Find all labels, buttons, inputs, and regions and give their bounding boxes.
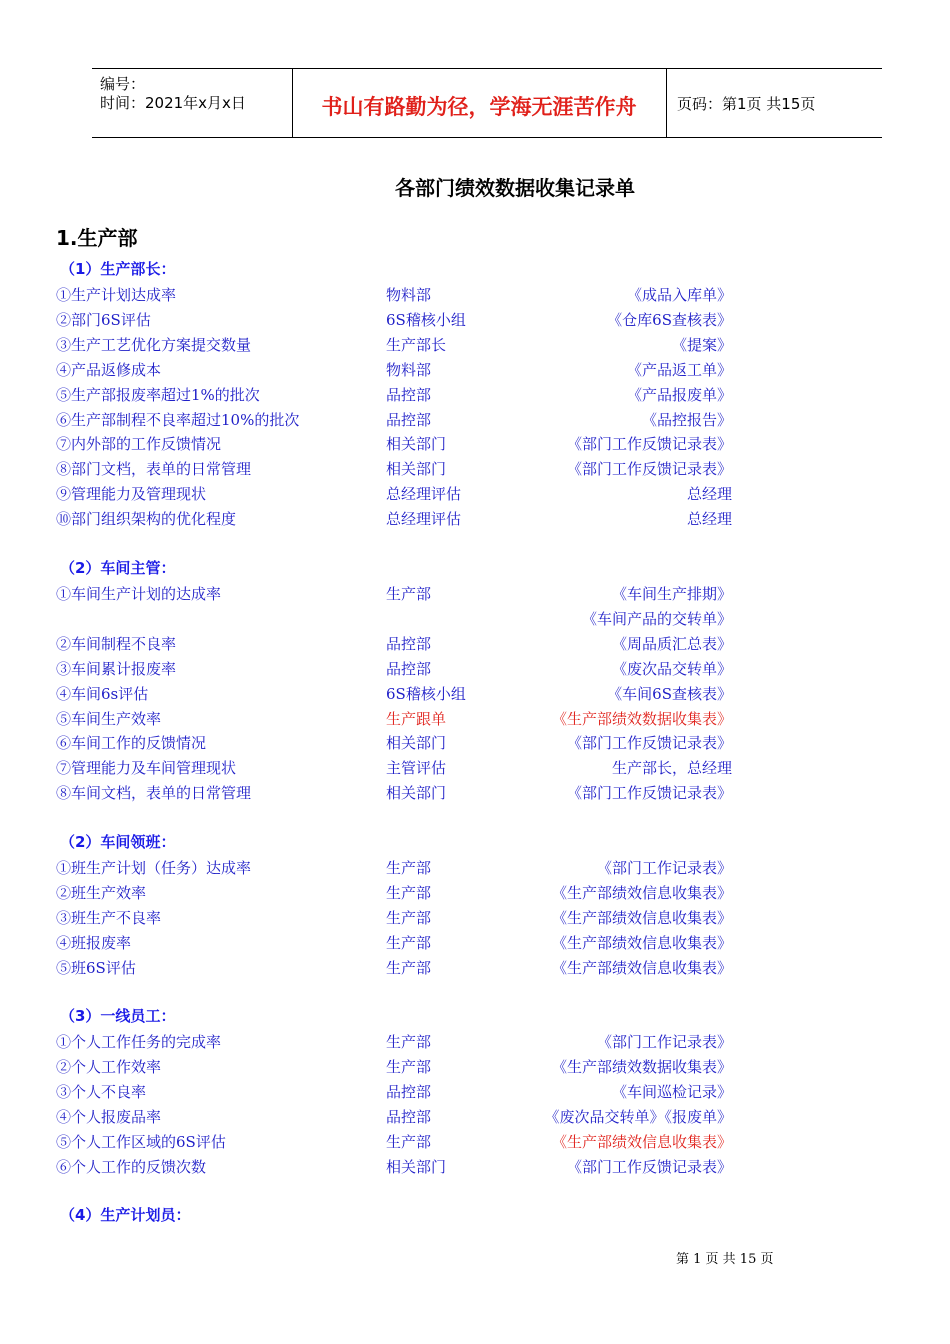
metric-name: ③生产工艺优化方案提交数量 bbox=[56, 335, 252, 354]
header-motto-cell bbox=[292, 69, 667, 137]
metric-name: ②个人工作效率 bbox=[56, 1057, 162, 1076]
metric-name: ③车间累计报废率 bbox=[56, 659, 177, 678]
list-item bbox=[0, 907, 950, 929]
data-source: 生产部 bbox=[386, 908, 432, 927]
list-item bbox=[0, 782, 950, 804]
record-form: 总经理 bbox=[686, 485, 732, 504]
metric-name: ③个人不良率 bbox=[56, 1082, 147, 1101]
list-item bbox=[0, 309, 950, 331]
metric-name: ⑧车间文档，表单的日常管理 bbox=[56, 784, 252, 803]
record-form: 《仓库6S查核表》 bbox=[607, 310, 732, 329]
list-item bbox=[0, 708, 950, 730]
metric-name: ③班生产不良率 bbox=[56, 908, 162, 927]
record-form: 《部门工作记录表》 bbox=[596, 859, 732, 877]
list-item bbox=[0, 1131, 950, 1153]
data-source: 品控部 bbox=[386, 659, 432, 678]
record-form: 《废次品交转单》《报废单》 bbox=[544, 1107, 732, 1126]
list-item bbox=[0, 583, 950, 605]
record-form: 《提案》 bbox=[671, 335, 732, 354]
data-source: 相关部门 bbox=[386, 784, 447, 803]
number-label: 编号： bbox=[100, 75, 146, 93]
group-heading: （4）生产计划员： bbox=[60, 1206, 191, 1224]
data-source: 总经理评估 bbox=[386, 510, 462, 529]
list-item bbox=[0, 1031, 950, 1053]
record-form: 《部门工作反馈记录表》 bbox=[566, 460, 732, 479]
metric-name: ①生产计划达成率 bbox=[56, 286, 177, 304]
record-form: 《部门工作反馈记录表》 bbox=[566, 784, 732, 803]
list-item bbox=[0, 932, 950, 954]
time-label: 时间：2021年x月x日 bbox=[100, 94, 246, 112]
record-form: 《周品质汇总表》 bbox=[611, 634, 732, 653]
record-form: 《生产部绩效数据收集表》 bbox=[551, 1057, 732, 1076]
group-heading: （2）车间领班： bbox=[60, 833, 176, 851]
data-source: 总经理评估 bbox=[386, 485, 462, 504]
data-source: 生产跟单 bbox=[386, 709, 447, 728]
metric-name: ⑨管理能力及管理现状 bbox=[56, 485, 207, 504]
list-item bbox=[0, 458, 950, 480]
list-item bbox=[0, 334, 950, 356]
data-source: 生产部 bbox=[386, 1057, 432, 1076]
record-form: 《生产部绩效信息收集表》 bbox=[551, 883, 732, 902]
data-source: 生产部 bbox=[386, 883, 432, 902]
record-form: 《车间巡检记录》 bbox=[611, 1082, 732, 1101]
metric-name: ①车间生产计划的达成率 bbox=[56, 585, 222, 603]
section-heading: 1.生产部 bbox=[56, 226, 138, 250]
record-form: 《废次品交转单》 bbox=[611, 659, 732, 678]
list-item bbox=[0, 284, 950, 306]
record-form: 《部门工作反馈记录表》 bbox=[566, 1157, 732, 1176]
header-page-cell bbox=[667, 69, 882, 137]
list-item bbox=[0, 658, 950, 680]
record-form: 《车间生产排期》 bbox=[611, 585, 732, 603]
data-source: 生产部 bbox=[386, 859, 432, 877]
record-form: 《品控报告》 bbox=[641, 410, 732, 429]
record-form: 《生产部绩效信息收集表》 bbox=[551, 933, 732, 952]
data-source: 相关部门 bbox=[386, 734, 447, 753]
metric-name: ②部门6S评估 bbox=[56, 310, 151, 329]
page-footer: 第 1 页 共 15 页 bbox=[676, 1252, 774, 1267]
record-form: 《车间6S查核表》 bbox=[607, 684, 732, 703]
data-source: 生产部 bbox=[386, 1033, 432, 1051]
metric-name: ⑧部门文档，表单的日常管理 bbox=[56, 460, 252, 479]
list-item bbox=[0, 1156, 950, 1178]
data-source: 6S稽核小组 bbox=[386, 310, 466, 329]
data-source: 6S稽核小组 bbox=[386, 684, 466, 703]
metric-name: ②班生产效率 bbox=[56, 883, 147, 902]
metric-name: ①个人工作任务的完成率 bbox=[56, 1033, 222, 1051]
record-form: 《产品报废单》 bbox=[626, 385, 732, 404]
metric-name: ⑤生产部报废率超过1%的批次 bbox=[56, 385, 260, 404]
metric-name: ④个人报废品率 bbox=[56, 1107, 162, 1126]
data-source: 物料部 bbox=[386, 360, 432, 379]
list-item bbox=[0, 1081, 950, 1103]
group-heading: （1）生产部长： bbox=[60, 260, 176, 278]
data-source: 生产部 bbox=[386, 933, 432, 952]
metric-name: ④班报废率 bbox=[56, 933, 132, 952]
data-source: 生产部长 bbox=[386, 335, 447, 354]
list-item bbox=[0, 359, 950, 381]
group-heading: （3）一线员工： bbox=[60, 1007, 176, 1025]
data-source: 相关部门 bbox=[386, 435, 447, 454]
data-source: 品控部 bbox=[386, 385, 432, 404]
metric-name: ⑤班6S评估 bbox=[56, 958, 136, 977]
data-source: 品控部 bbox=[386, 1082, 432, 1101]
list-item bbox=[0, 433, 950, 455]
motto: 书山有路勤为径，学海无涯苦作舟 bbox=[321, 95, 637, 119]
list-item bbox=[0, 857, 950, 879]
list-item bbox=[0, 608, 950, 630]
data-source: 物料部 bbox=[386, 286, 432, 304]
list-item bbox=[0, 732, 950, 754]
list-item bbox=[0, 384, 950, 406]
data-source: 相关部门 bbox=[386, 460, 447, 479]
record-form: 《部门工作反馈记录表》 bbox=[566, 734, 732, 753]
page-label: 页码：第1页 共15页 bbox=[677, 95, 816, 113]
metric-name: ④车间6s评估 bbox=[56, 684, 149, 703]
data-source: 生产部 bbox=[386, 958, 432, 977]
record-form: 生产部长，总经理 bbox=[611, 759, 732, 778]
metric-name: ⑥生产部制程不良率超过10%的批次 bbox=[56, 410, 300, 429]
record-form: 《生产部绩效数据收集表》 bbox=[551, 709, 732, 728]
list-item bbox=[0, 483, 950, 505]
metric-name: ⑩部门组织架构的优化程度 bbox=[56, 510, 237, 529]
record-form: 《成品入库单》 bbox=[626, 286, 732, 304]
record-form: 《部门工作记录表》 bbox=[596, 1033, 732, 1051]
data-source: 主管评估 bbox=[386, 759, 447, 778]
metric-name: ⑤车间生产效率 bbox=[56, 709, 162, 728]
list-item bbox=[0, 508, 950, 530]
list-item bbox=[0, 1106, 950, 1128]
metric-name: ⑦内外部的工作反馈情况 bbox=[56, 435, 222, 454]
data-source: 生产部 bbox=[386, 585, 432, 603]
metric-name: ②车间制程不良率 bbox=[56, 634, 177, 653]
record-form: 《生产部绩效信息收集表》 bbox=[551, 958, 732, 977]
record-form: 《生产部绩效信息收集表》 bbox=[551, 908, 732, 927]
document-header bbox=[92, 68, 882, 138]
list-item bbox=[0, 633, 950, 655]
metric-name: ⑦管理能力及车间管理现状 bbox=[56, 759, 237, 778]
data-source: 生产部 bbox=[386, 1132, 432, 1151]
record-form: 《部门工作反馈记录表》 bbox=[566, 435, 732, 454]
list-item bbox=[0, 957, 950, 979]
metric-name: ⑥车间工作的反馈情况 bbox=[56, 734, 207, 753]
metric-name: ⑥个人工作的反馈次数 bbox=[56, 1157, 207, 1176]
record-form: 《车间产品的交转单》 bbox=[581, 609, 732, 628]
record-form: 《生产部绩效信息收集表》 bbox=[551, 1132, 732, 1151]
header-info-cell bbox=[92, 69, 293, 137]
metric-name: ④产品返修成本 bbox=[56, 360, 162, 379]
list-item bbox=[0, 882, 950, 904]
data-source: 品控部 bbox=[386, 410, 432, 429]
record-form: 总经理 bbox=[686, 510, 732, 529]
metric-name: ⑤个人工作区域的6S评估 bbox=[56, 1132, 226, 1151]
group-heading: （2）车间主管： bbox=[60, 559, 176, 577]
record-form: 《产品返工单》 bbox=[626, 360, 732, 379]
list-item bbox=[0, 757, 950, 779]
data-source: 相关部门 bbox=[386, 1157, 447, 1176]
data-source: 品控部 bbox=[386, 634, 432, 653]
list-item bbox=[0, 409, 950, 431]
document-title: 各部门绩效数据收集记录单 bbox=[395, 176, 635, 200]
metric-name: ①班生产计划（任务）达成率 bbox=[56, 859, 252, 877]
list-item bbox=[0, 683, 950, 705]
data-source: 品控部 bbox=[386, 1107, 432, 1126]
list-item bbox=[0, 1056, 950, 1078]
